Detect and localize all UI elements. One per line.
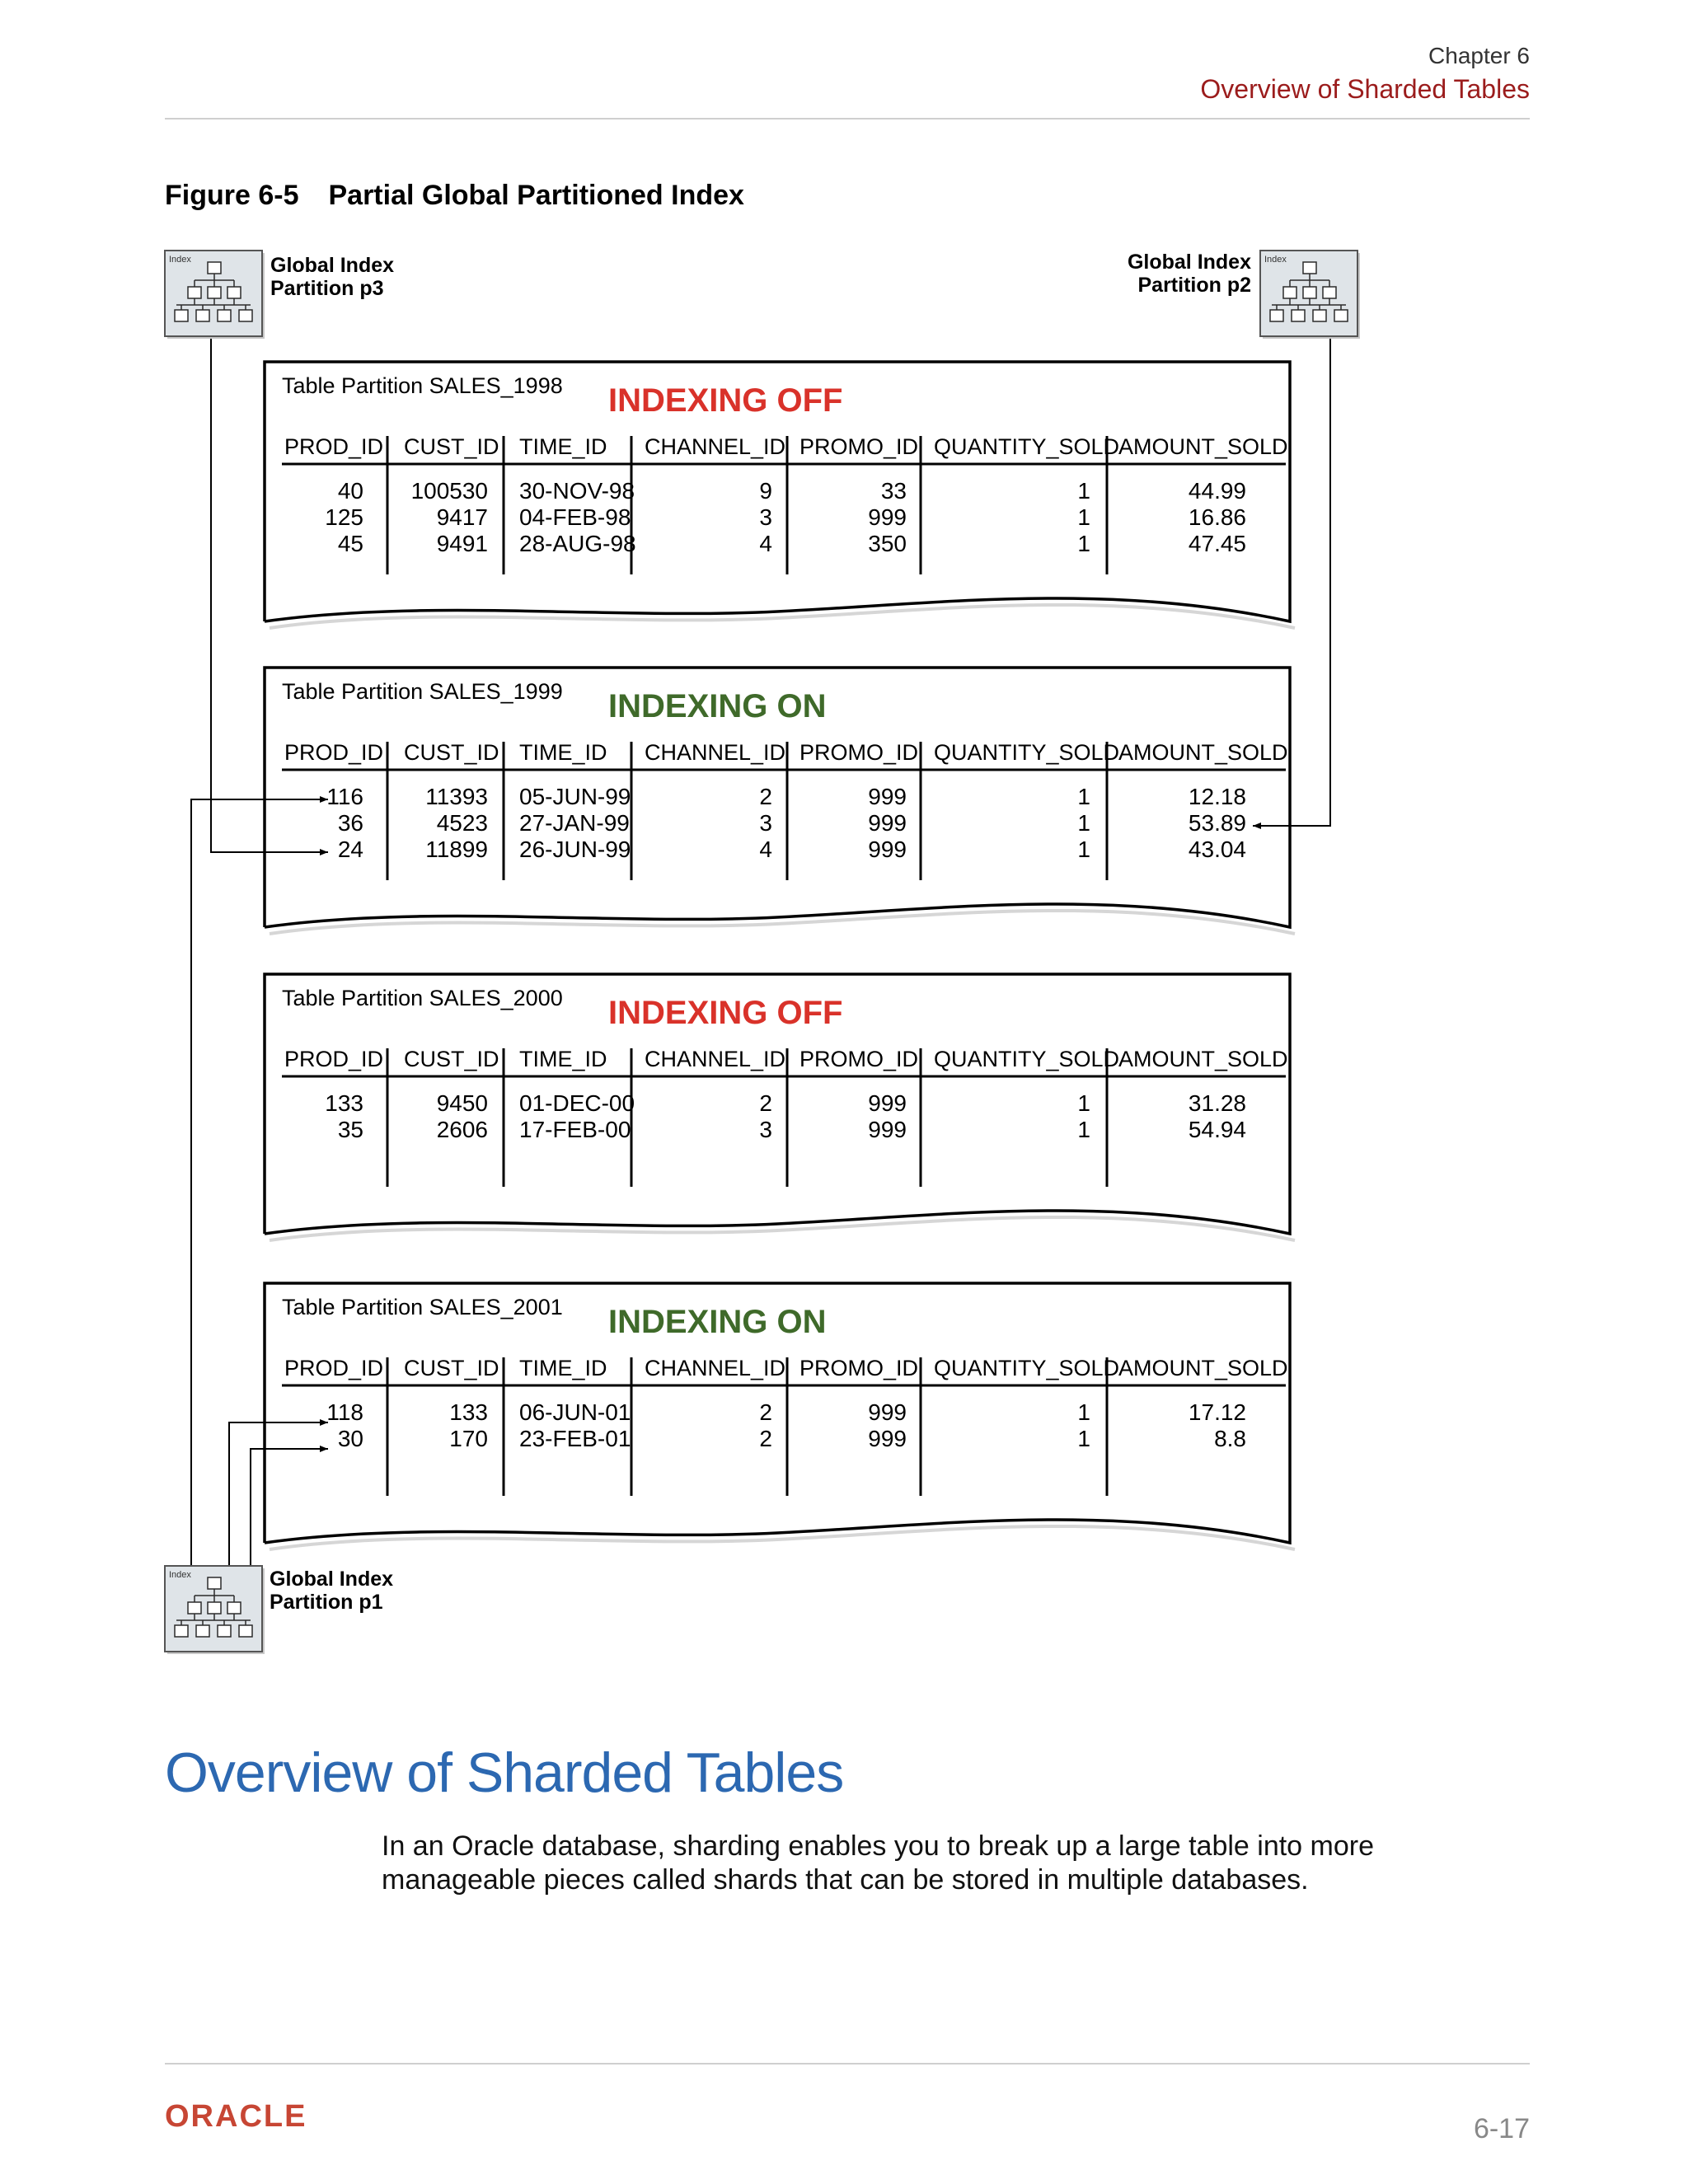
oracle-logo-text: ORACLE [165, 2100, 307, 2133]
partition-name: Table Partition SALES_2000 [282, 986, 563, 1010]
cell-value: 12.18 [1188, 784, 1246, 809]
cell-value: 3 [759, 1117, 772, 1142]
index-icon-label: Index [169, 1570, 191, 1580]
column-header: CHANNEL_ID [645, 434, 786, 459]
column-header: PROD_ID [284, 1047, 384, 1071]
column-header: CUST_ID [404, 1356, 499, 1380]
cell-value: 1 [1077, 1117, 1090, 1142]
cell-value: 27-JAN-99 [519, 810, 630, 836]
cell-value: 1 [1077, 531, 1090, 556]
cell-value: 04-FEB-98 [519, 504, 631, 530]
cell-value: 999 [868, 837, 907, 862]
cell-value: 28-AUG-98 [519, 531, 636, 556]
column-header: QUANTITY_SOLD [934, 434, 1120, 459]
tree-node [1303, 262, 1316, 274]
column-header: QUANTITY_SOLD [934, 1356, 1120, 1380]
global-index-label: Partition p3 [270, 277, 384, 300]
cell-value: 1 [1077, 1090, 1090, 1116]
column-header: PROMO_ID [799, 434, 919, 459]
cell-value: 54.94 [1188, 1117, 1246, 1142]
cell-value: 53.89 [1188, 810, 1246, 836]
cell-value: 3 [759, 504, 772, 530]
tree-node [188, 1602, 201, 1614]
column-header: PROD_ID [284, 434, 384, 459]
cell-value: 2606 [436, 1117, 488, 1142]
cell-value: 1 [1077, 504, 1090, 530]
tree-node [175, 1625, 188, 1637]
column-header: PROMO_ID [799, 1356, 919, 1380]
column-header: QUANTITY_SOLD [934, 740, 1120, 765]
column-header: TIME_ID [519, 1356, 607, 1380]
cell-value: 47.45 [1188, 531, 1246, 556]
tree-node [239, 310, 252, 321]
cell-value: 11899 [425, 837, 488, 862]
tree-node [196, 1625, 209, 1637]
cell-value: 1 [1077, 784, 1090, 809]
column-header: TIME_ID [519, 1047, 607, 1071]
cell-value: 30-NOV-98 [519, 478, 635, 504]
cell-value: 33 [880, 478, 907, 504]
global-index-label: Global Index [1127, 251, 1251, 274]
cell-value: 999 [868, 784, 907, 809]
tree-node [1313, 310, 1326, 321]
cell-value: 118 [326, 1399, 363, 1425]
cell-value: 9 [759, 478, 772, 504]
column-header: QUANTITY_SOLD [934, 1047, 1120, 1071]
cell-value: 100530 [410, 478, 488, 504]
partition-name: Table Partition SALES_2001 [282, 1295, 563, 1319]
cell-value: 8.8 [1214, 1426, 1246, 1451]
tree-node [1323, 287, 1336, 298]
tree-node [208, 262, 221, 274]
cell-value: 2 [759, 1426, 772, 1451]
global-index-label: Global Index [270, 1568, 394, 1591]
chapter-label: Chapter 6 [1428, 43, 1530, 68]
cell-value: 999 [868, 810, 907, 836]
cell-value: 999 [868, 1090, 907, 1116]
section-paragraph: In an Oracle database, sharding enables you to break up a large table into more manageable pieces called shards that can be stored in multiple databases. [382, 1830, 1374, 1896]
tree-node [188, 287, 201, 298]
index-icon [165, 1566, 393, 1654]
global-index-label: Global Index [270, 254, 395, 277]
cell-value: 1 [1077, 810, 1090, 836]
column-header: CHANNEL_ID [645, 740, 786, 765]
page-number: 6-17 [1473, 2113, 1530, 2144]
cell-value: 9491 [436, 531, 488, 556]
cell-value: 31.28 [1188, 1090, 1246, 1116]
column-header: CHANNEL_ID [645, 1047, 786, 1071]
cell-value: 350 [868, 531, 907, 556]
cell-value: 1 [1077, 478, 1090, 504]
oracle-logo [165, 2100, 354, 2133]
table-partition [265, 974, 1295, 1240]
tree-node [227, 1602, 241, 1614]
cell-value: 4 [759, 531, 772, 556]
cell-value: 05-JUN-99 [519, 784, 631, 809]
index-icon-label: Index [1264, 255, 1287, 265]
cell-value: 999 [868, 1117, 907, 1142]
indexing-status: INDEXING OFF [608, 995, 843, 1031]
cell-value: 2 [759, 784, 772, 809]
cell-value: 30 [337, 1426, 363, 1451]
column-header: PROMO_ID [799, 740, 919, 765]
global-index-label: Partition p1 [270, 1591, 383, 1614]
tree-node [208, 1602, 221, 1614]
cell-value: 26-JUN-99 [519, 837, 631, 862]
column-header: AMOUNT_SOLD [1118, 1356, 1288, 1380]
cell-value: 133 [325, 1090, 363, 1116]
index-icon [165, 251, 394, 339]
cell-value: 17-FEB-00 [519, 1117, 631, 1142]
column-header: AMOUNT_SOLD [1118, 740, 1288, 765]
tree-node [218, 1625, 231, 1637]
cell-value: 17.12 [1188, 1399, 1246, 1425]
section-title: Overview of Sharded Tables [165, 1741, 844, 1804]
cell-value: 36 [337, 810, 363, 836]
tree-node [239, 1625, 252, 1637]
column-header: CUST_ID [404, 740, 499, 765]
cell-value: 116 [326, 784, 363, 809]
column-header: PROD_ID [284, 1356, 384, 1380]
indexing-status: INDEXING OFF [608, 382, 843, 419]
cell-value: 45 [337, 531, 363, 556]
indexing-status: INDEXING ON [608, 688, 827, 724]
tree-node [1303, 287, 1316, 298]
tree-node [227, 287, 241, 298]
tree-node [1292, 310, 1305, 321]
section-header-link[interactable]: Overview of Sharded Tables [1200, 74, 1530, 104]
table-partition [265, 668, 1295, 934]
column-header: AMOUNT_SOLD [1118, 1047, 1288, 1071]
index-icon [1128, 251, 1360, 339]
index-icon-label: Index [169, 255, 191, 265]
cell-value: 11393 [425, 784, 488, 809]
cell-value: 4523 [436, 810, 488, 836]
tree-node [1270, 310, 1283, 321]
cell-value: 999 [868, 1426, 907, 1451]
cell-value: 170 [449, 1426, 488, 1451]
tree-node [175, 310, 188, 321]
cell-value: 16.86 [1188, 504, 1246, 530]
table-partition [265, 1283, 1295, 1549]
cell-value: 1 [1077, 1399, 1090, 1425]
cell-value: 24 [337, 837, 363, 862]
figure-title: Partial Global Partitioned Index [328, 180, 744, 211]
cell-value: 40 [337, 478, 363, 504]
cell-value: 1 [1077, 837, 1090, 862]
cell-value: 125 [325, 504, 363, 530]
global-index-label: Partition p2 [1137, 274, 1251, 297]
cell-value: 4 [759, 837, 772, 862]
cell-value: 1 [1077, 1426, 1090, 1451]
column-header: CUST_ID [404, 1047, 499, 1071]
cell-value: 06-JUN-01 [519, 1399, 631, 1425]
cell-value: 01-DEC-00 [519, 1090, 635, 1116]
tree-node [208, 287, 221, 298]
footer-divider [165, 2063, 1530, 2064]
column-header: CUST_ID [404, 434, 499, 459]
cell-value: 3 [759, 810, 772, 836]
partition-name: Table Partition SALES_1998 [282, 373, 563, 398]
tree-node [1283, 287, 1296, 298]
cell-value: 2 [759, 1090, 772, 1116]
cell-value: 2 [759, 1399, 772, 1425]
cell-value: 44.99 [1188, 478, 1246, 504]
cell-value: 133 [449, 1399, 488, 1425]
tree-node [196, 310, 209, 321]
figure-number: Figure 6-5 [165, 180, 299, 211]
column-header: CHANNEL_ID [645, 1356, 786, 1380]
cell-value: 35 [337, 1117, 363, 1142]
cell-value: 9450 [436, 1090, 488, 1116]
cell-value: 999 [868, 504, 907, 530]
table-partition [265, 362, 1295, 628]
tree-node [1334, 310, 1348, 321]
tree-node [208, 1577, 221, 1589]
column-header: AMOUNT_SOLD [1118, 434, 1288, 459]
cell-value: 43.04 [1188, 837, 1246, 862]
column-header: TIME_ID [519, 434, 607, 459]
cell-value: 23-FEB-01 [519, 1426, 631, 1451]
cell-value: 9417 [436, 504, 488, 530]
column-header: TIME_ID [519, 740, 607, 765]
indexing-status: INDEXING ON [608, 1304, 827, 1340]
partition-name: Table Partition SALES_1999 [282, 679, 563, 704]
column-header: PROD_ID [284, 740, 384, 765]
cell-value: 999 [868, 1399, 907, 1425]
tree-node [218, 310, 231, 321]
column-header: PROMO_ID [799, 1047, 919, 1071]
